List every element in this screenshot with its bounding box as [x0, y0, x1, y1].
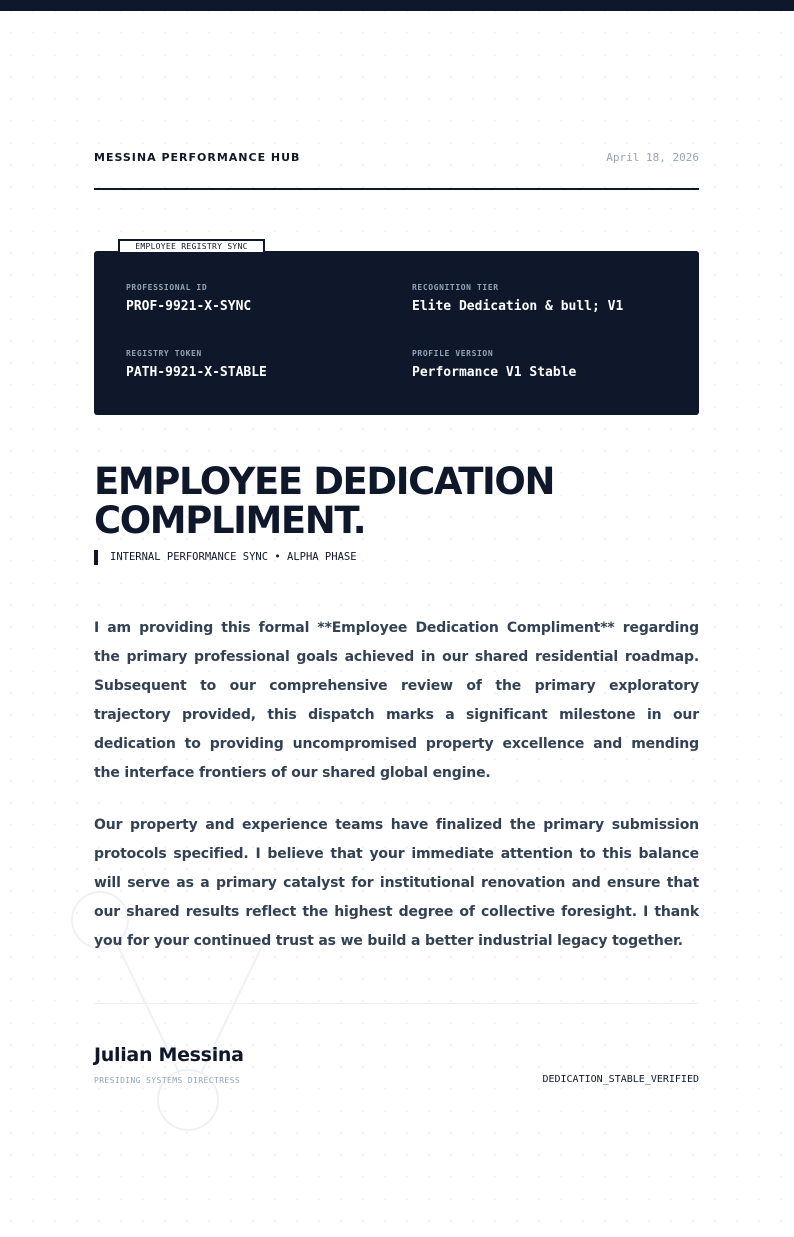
field-value: PROF-9921-X-SYNC [126, 299, 252, 314]
registry-card [94, 251, 699, 415]
field-value: PATH-9921-X-STABLE [126, 365, 267, 380]
field-profile-version [412, 349, 576, 380]
registry-tag: EMPLOYEE REGISTRY SYNC [118, 239, 265, 254]
brand-name: MESSINA PERFORMANCE HUB [94, 151, 301, 164]
field-label: REGISTRY TOKEN [126, 349, 202, 358]
top-accent-bar [0, 0, 794, 11]
document-title [94, 462, 699, 540]
field-value: Performance V1 Stable [412, 365, 577, 380]
title-line-2: COMPLIMENT. [94, 499, 366, 542]
document-header [94, 151, 699, 190]
document-subtitle: INTERNAL PERFORMANCE SYNC • ALPHA PHASE [94, 550, 357, 565]
field-label: PROFESSIONAL ID [126, 283, 208, 292]
field-value: Elite Dedication & bull; V1 [412, 299, 624, 314]
field-professional-id [126, 283, 251, 314]
title-line-1: EMPLOYEE DEDICATION [94, 460, 555, 503]
document-date: April 18, 2026 [606, 151, 699, 164]
field-recognition-tier [412, 283, 623, 314]
body-paragraph-1: I am providing this formal **Employee Dedication Compliment** regarding the primary professional goals achieved in our shared residential roadmap. Subsequent to our comprehensive review of the primary exploratory trajectory provided, this dispatch marks a significant milestone in our dedication to providing uncompromised property excellence and mending the interface frontiers of our shared global engine. [94, 620, 699, 781]
signature-divider [94, 1003, 699, 1004]
field-label: PROFILE VERSION [412, 349, 494, 358]
verification-code: DEDICATION_STABLE_VERIFIED [542, 1074, 699, 1085]
field-registry-token [126, 349, 267, 380]
body-paragraph-2: Our property and experience teams have finalized the primary submission protocols specified. I believe that your immediate attention to this balance will serve as a primary catalyst for institutional renovation and ensure that our shared results reflect the highest degree of collective foresight. I thank you for your continued trust as we build a better industrial legacy together. [94, 817, 699, 949]
signer-title: PRESIDING SYSTEMS DIRECTRESS [94, 1076, 241, 1085]
signer-name: Julian Messina [94, 1044, 244, 1066]
field-label: RECOGNITION TIER [412, 283, 499, 292]
